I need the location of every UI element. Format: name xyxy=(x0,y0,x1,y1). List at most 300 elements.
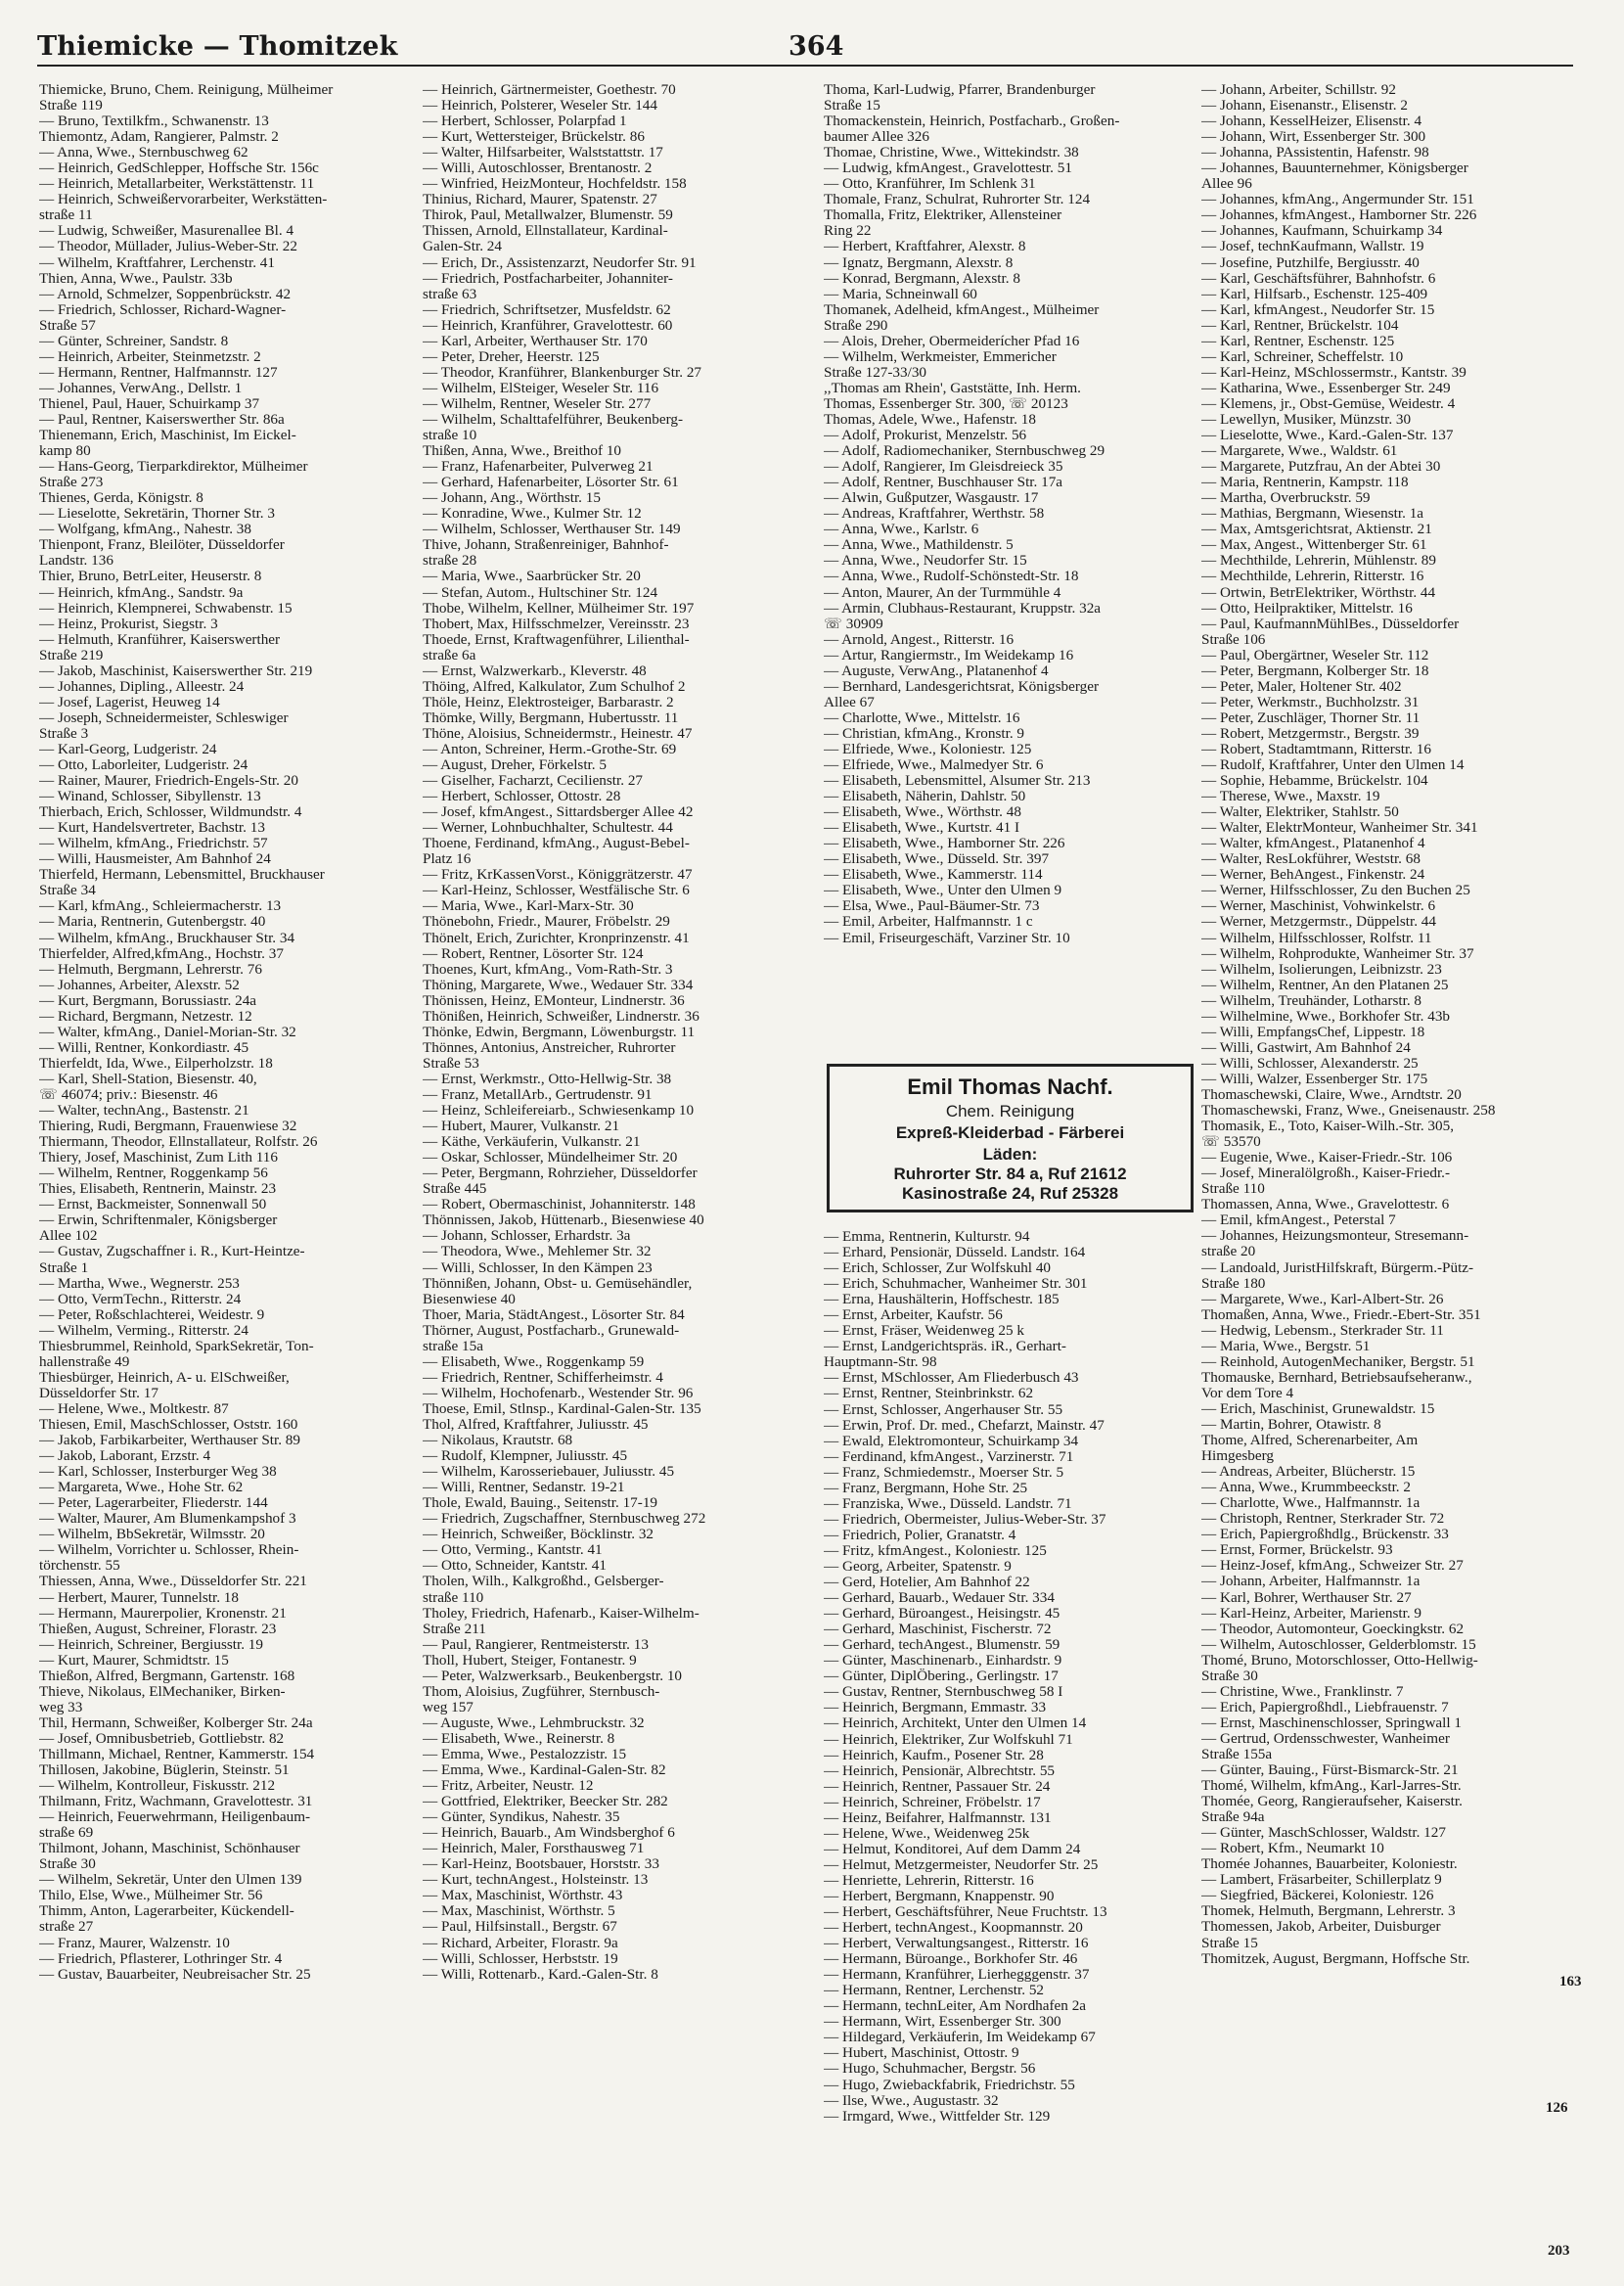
directory-entry-line: Thilmann, Fritz, Wachmann, Gravelottestr. 31 xyxy=(39,1794,313,1810)
directory-entry-line: — Helmut, Metzgermeister, Neudorfer Str. 25 xyxy=(824,1856,1099,1873)
directory-entry-line: — Anna, Wwe., Rudolf-Schönstedt-Str. 18 xyxy=(824,569,1079,585)
directory-entry-line: — Anna, Wwe., Karlstr. 6 xyxy=(824,522,979,538)
directory-entry-line: — Ewald, Elektromonteur, Schuirkamp 34 xyxy=(824,1433,1079,1449)
directory-entry-line: — Gerhard, techAngest., Blumenstr. 59 xyxy=(824,1637,1060,1654)
directory-entry-line: Thomé, Wilhelm, kfmAng., Karl-Jarres-Str. xyxy=(1201,1778,1462,1795)
directory-entry-line: — Wilhelm, Isolierungen, Leibnizstr. 23 xyxy=(1201,961,1442,978)
directory-entry-line: — Ernst, Maschinenschlosser, Springwall 1 xyxy=(1201,1714,1462,1731)
directory-entry-line: — Ludwig, kfmAngest., Gravelottestr. 51 xyxy=(824,160,1072,177)
directory-entry-line: — Johann, Arbeiter, Halfmannstr. 1a xyxy=(1201,1574,1421,1590)
directory-entry-line: — Richard, Bergmann, Netzestr. 12 xyxy=(39,1008,252,1025)
directory-entry-line: — Herbert, Kraftfahrer, Alexstr. 8 xyxy=(824,239,1026,255)
directory-entry-line: — Konradine, Wwe., Kulmer Str. 12 xyxy=(423,506,642,523)
directory-entry-line: — Paul, Rentner, Kaiserswerther Str. 86a xyxy=(39,411,285,428)
directory-entry-line: — Maria, Wwe., Karl-Marx-Str. 30 xyxy=(423,898,634,915)
directory-entry-line: — Oskar, Schlosser, Mündelheimer Str. 20 xyxy=(423,1150,678,1166)
directory-entry-line: — Robert, Kfm., Neumarkt 10 xyxy=(1201,1841,1384,1857)
directory-entry-line: — Mechthilde, Lehrerin, Ritterstr. 16 xyxy=(1201,569,1424,585)
directory-entry-line: Thönebohn, Friedr., Maurer, Fröbelstr. 29 xyxy=(423,914,670,931)
directory-entry-line: — Heinrich, Gärtnermeister, Goethestr. 70 xyxy=(423,82,676,98)
directory-entry-line: — Karl, Schreiner, Scheffelstr. 10 xyxy=(1201,348,1404,365)
directory-entry-line: — Karl-Heinz, Bootsbauer, Horststr. 33 xyxy=(423,1856,659,1873)
directory-entry-line: ☏ 46074; priv.: Biesenstr. 46 xyxy=(39,1087,218,1103)
directory-entry-line: — Kurt, technAngest., Holsteinstr. 13 xyxy=(423,1872,649,1889)
directory-entry-line: — Willi, Gastwirt, Am Bahnhof 24 xyxy=(1201,1039,1411,1056)
directory-entry-line: straße 6a xyxy=(423,647,476,663)
directory-entry-line: — Hermann, Rentner, Halfmannstr. 127 xyxy=(39,364,278,381)
directory-entry-line: Thönnißen, Johann, Obst- u. Gemüsehändler, xyxy=(423,1275,693,1292)
directory-entry-line: — Kurt, Handelsvertreter, Bachstr. 13 xyxy=(39,820,265,837)
directory-entry-line: — Heinrich, Rentner, Passauer Str. 24 xyxy=(824,1778,1051,1795)
directory-entry-line: Thien, Anna, Wwe., Paulstr. 33b xyxy=(39,270,233,287)
directory-entry-line: — Adolf, Rentner, Buschhauser Str. 17a xyxy=(824,475,1063,491)
directory-entry-line: — Ernst, Werkmstr., Otto-Hellwig-Str. 38 xyxy=(423,1071,672,1087)
directory-entry-line: — Karl, Arbeiter, Werthauser Str. 170 xyxy=(423,333,648,349)
directory-entry-line: Allee 67 xyxy=(824,694,875,710)
directory-entry-line: — Karl-Heinz, Schlosser, Westfälische Str. 6 xyxy=(423,883,690,899)
directory-entry-line: Düsseldorfer Str. 17 xyxy=(39,1385,158,1401)
directory-entry-line: Thönelt, Erich, Zurichter, Kronprinzenstr. 41 xyxy=(423,930,690,946)
directory-entry-line: — Peter, Maler, Holtener Str. 402 xyxy=(1201,678,1402,695)
directory-entry-line: — Klemens, jr., Obst-Gemüse, Weidestr. 4 xyxy=(1201,395,1456,412)
directory-entry-line: — Adolf, Prokurist, Menzelstr. 56 xyxy=(824,428,1027,444)
directory-entry-line: Thöle, Heinz, Elektrosteiger, Barbarastr. 2 xyxy=(423,694,674,710)
directory-entry-line: — Charlotte, Wwe., Mittelstr. 16 xyxy=(824,709,1020,726)
directory-entry-line: — Paul, Rangierer, Rentmeisterstr. 13 xyxy=(423,1636,649,1653)
directory-entry-line: — Gerhard, Hafenarbeiter, Lösorter Str. 61 xyxy=(423,475,679,491)
directory-entry-line: — Anna, Wwe., Neudorfer Str. 15 xyxy=(824,553,1027,570)
directory-entry-line: — Gustav, Rentner, Sternbuschweg 58 I xyxy=(824,1684,1063,1701)
directory-entry-line: — Johann, Wirt, Essenberger Str. 300 xyxy=(1201,129,1426,146)
directory-entry-line: — Katharina, Wwe., Essenberger Str. 249 xyxy=(1201,380,1451,396)
directory-entry-line: — Wilhelm, Verming., Ritterstr. 24 xyxy=(39,1322,248,1339)
directory-entry-line: — Willi, Rottenarb., Kard.-Galen-Str. 8 xyxy=(423,1966,658,1983)
directory-entry-line: weg 33 xyxy=(39,1699,83,1715)
directory-entry-line: — Erich, Schuhmacher, Wanheimer Str. 301 xyxy=(824,1276,1088,1293)
directory-entry-line: Thöne, Aloisius, Schneidermstr., Heinestr. 47 xyxy=(423,725,693,742)
directory-entry-line: — Wilhelm, Rentner, An den Platanen 25 xyxy=(1201,977,1449,993)
directory-entry-line: — Peter, Dreher, Heerstr. 125 xyxy=(423,348,600,365)
directory-entry-line: — Ignatz, Bergmann, Alexstr. 8 xyxy=(824,254,1014,271)
directory-entry-line: — Otto, Laborleiter, Ludgeristr. 24 xyxy=(39,757,248,774)
directory-entry-line: — Anna, Wwe., Sternbuschweg 62 xyxy=(39,145,248,161)
directory-entry-line: Thiesbürger, Heinrich, A- u. ElSchweißer, xyxy=(39,1369,290,1386)
directory-entry-line: — Martha, Overbruckstr. 59 xyxy=(1201,490,1371,507)
directory-entry-line: Thöning, Margarete, Wwe., Wedauer Str. 334 xyxy=(423,977,694,993)
directory-entry-line: Thomaschewski, Franz, Wwe., Gneisenaustr. 258 xyxy=(1201,1103,1496,1120)
directory-entry-line: — Ernst, Walzwerkarb., Kleverstr. 48 xyxy=(423,663,647,679)
directory-entry-line: — Theodor, Automonteur, Goeckingkstr. 62 xyxy=(1201,1621,1465,1637)
directory-entry-line: — Margarete, Wwe., Waldstr. 61 xyxy=(1201,443,1398,460)
directory-entry-line: — Franz, Hafenarbeiter, Pulverweg 21 xyxy=(423,459,654,476)
directory-entry-line: — Peter, Lagerarbeiter, Fliederstr. 144 xyxy=(39,1495,268,1512)
directory-entry-line: Thomaßen, Anna, Wwe., Friedr.-Ebert-Str. 351 xyxy=(1201,1306,1481,1323)
directory-entry-line: — Friedrich, Zugschaffner, Sternbuschweg 272 xyxy=(423,1511,706,1528)
directory-entry-line: — Herbert, Bergmann, Knappenstr. 90 xyxy=(824,1888,1055,1904)
directory-entry-line: — Kurt, Wettersteiger, Brückelstr. 86 xyxy=(423,129,645,146)
directory-entry-line: — Karl, Rentner, Brückelstr. 104 xyxy=(1201,317,1399,334)
directory-entry-line: — Heinrich, kfmAng., Sandstr. 9a xyxy=(39,584,244,601)
directory-entry-line: Straße 110 xyxy=(1201,1181,1265,1198)
directory-entry-line: — Charlotte, Wwe., Halfmannstr. 1a xyxy=(1201,1495,1421,1512)
directory-entry-line: — Robert, Obermaschinist, Johanniterstr. 148 xyxy=(423,1197,696,1213)
directory-entry-line: straße 28 xyxy=(423,553,477,570)
directory-entry-line: — Günter, MaschSchlosser, Waldstr. 127 xyxy=(1201,1825,1446,1842)
directory-entry-line: — Walter, Hilfsarbeiter, Walststattstr. 17 xyxy=(423,145,663,161)
directory-entry-line: Thiemicke, Bruno, Chem. Reinigung, Mülheimer xyxy=(39,82,334,98)
directory-entry-line: — Walter, ElektrMonteur, Wanheimer Str. 341 xyxy=(1201,820,1478,837)
directory-entry-line: — Ernst, Landgerichtspräs. iR., Gerhart- xyxy=(824,1339,1066,1355)
directory-entry-line: — Maria, Schneinwall 60 xyxy=(824,286,977,302)
directory-entry-line: — Wilhelm, Sekretär, Unter den Ulmen 139 xyxy=(39,1872,302,1889)
directory-entry-line: Allee 102 xyxy=(39,1228,98,1245)
column-3-continued xyxy=(824,1229,1197,2276)
directory-entry-line: — Anna, Wwe., Mathildenstr. 5 xyxy=(824,537,1014,554)
directory-entry-line: — Friedrich, Schriftsetzer, Musfeldstr. 62 xyxy=(423,301,671,318)
directory-entry-line: Thieve, Nikolaus, ElMechaniker, Birken- xyxy=(39,1683,286,1700)
directory-entry-line: — Irmgard, Wwe., Wittfelder Str. 129 xyxy=(824,2108,1051,2125)
directory-entry-line: — Werner, Metzgermstr., Düppelstr. 44 xyxy=(1201,914,1436,931)
directory-entry-line: — Ludwig, Schweißer, Masurenallee Bl. 4 xyxy=(39,223,294,240)
directory-entry-line: — Willi, Walzer, Essenberger Str. 175 xyxy=(1201,1071,1428,1087)
page-number: 364 xyxy=(789,31,844,62)
directory-entry-line: Thirok, Paul, Metallwalzer, Blumenstr. 59 xyxy=(423,207,673,224)
directory-entry-line: Straße 3 xyxy=(39,725,89,742)
directory-entry-line: — Heinrich, Kranführer, Gravelottestr. 60 xyxy=(423,317,673,334)
directory-entry-line: — Otto, Verming., Kantstr. 41 xyxy=(423,1542,603,1559)
directory-entry-line: — Willi, Hausmeister, Am Bahnhof 24 xyxy=(39,851,271,868)
directory-entry-line: — Franz, MetallArb., Gertrudenstr. 91 xyxy=(423,1087,653,1103)
directory-entry-line: — Karl, Hilfsarb., Eschenstr. 125-409 xyxy=(1201,286,1428,302)
directory-entry-line: — Josef, Omnibusbetrieb, Gottliebstr. 82 xyxy=(39,1730,285,1747)
directory-entry-line: — Elisabeth, Lebensmittel, Alsumer Str. 213 xyxy=(824,773,1091,790)
directory-entry-line: Thomackenstein, Heinrich, Postfacharb., Großen- xyxy=(824,114,1120,130)
directory-entry-line: — Friedrich, Obermeister, Julius-Weber-Str. 37 xyxy=(824,1511,1106,1528)
directory-entry-line: — Robert, Stadtamtmann, Ritterstr. 16 xyxy=(1201,741,1431,757)
directory-entry-line: ☏ 53570 xyxy=(1201,1134,1261,1151)
directory-entry-line: Ring 22 xyxy=(824,223,872,240)
directory-entry-line: Thiery, Josef, Maschinist, Zum Lith 116 xyxy=(39,1150,278,1166)
directory-entry-line: — Walter, technAng., Bastenstr. 21 xyxy=(39,1103,249,1120)
directory-entry-line: — Mathias, Bergmann, Wiesenstr. 1a xyxy=(1201,506,1424,523)
directory-entry-line: — Maria, Rentnerin, Gutenbergstr. 40 xyxy=(39,914,266,931)
directory-entry-line: — Erwin, Schriftenmaler, Königsberger xyxy=(39,1212,278,1229)
directory-entry-line: — Josefine, Putzhilfe, Bergiusstr. 40 xyxy=(1201,254,1420,271)
directory-entry-line: — August, Dreher, Förkelstr. 5 xyxy=(423,757,607,774)
directory-entry-line: — Karl-Heinz, MSchlossermstr., Kantstr. 39 xyxy=(1201,364,1466,381)
directory-entry-line: — Johannes, Arbeiter, Alexstr. 52 xyxy=(39,977,240,993)
directory-entry-line: — Ernst, Backmeister, Sonnenwall 50 xyxy=(39,1197,267,1213)
directory-entry-line: — Heinrich, Schreiner, Fröbelstr. 17 xyxy=(824,1794,1041,1810)
directory-entry-line: — Margareta, Wwe., Hohe Str. 62 xyxy=(39,1480,244,1496)
directory-entry-line: Thomée Johannes, Bauarbeiter, Koloniestr. xyxy=(1201,1856,1458,1873)
directory-entry-line: Thillmann, Michael, Rentner, Kammerstr. 154 xyxy=(39,1746,315,1762)
directory-entry-line: — Friedrich, Rentner, Schifferheimstr. 4 xyxy=(423,1369,663,1386)
directory-entry-line: — Lewellyn, Musiker, Münzstr. 30 xyxy=(1201,411,1412,428)
directory-entry-line: — Helmut, Konditorei, Auf dem Damm 24 xyxy=(824,1841,1081,1857)
directory-entry-line: — Adolf, Radiomechaniker, Sternbuschweg 29 xyxy=(824,443,1105,460)
directory-entry-line: Straße 94a xyxy=(1201,1809,1265,1826)
directory-entry-line: — Winfried, HeizMonteur, Hochfeldstr. 158 xyxy=(423,176,687,193)
directory-entry-line: — Ernst, Arbeiter, Kaufstr. 56 xyxy=(824,1307,1003,1324)
directory-entry-line: — Wilhelm, BbSekretär, Wilmsstr. 20 xyxy=(39,1527,265,1543)
directory-entry-line: — Wolfgang, kfmAng., Nahestr. 38 xyxy=(39,522,251,538)
directory-entry-line: — Johann, KesselHeizer, Elisenstr. 4 xyxy=(1201,114,1422,130)
directory-entry-line: — Alois, Dreher, Obermeiderícher Pfad 16 xyxy=(824,333,1080,349)
directory-entry-line: Thomessen, Jakob, Arbeiter, Duisburger xyxy=(1201,1919,1441,1936)
directory-entry-line: — Robert, Rentner, Lösorter Str. 124 xyxy=(423,945,644,962)
directory-entry-line: — Wilhelm, Kontrolleur, Fiskusstr. 212 xyxy=(39,1778,276,1795)
directory-entry-line: Thierfelder, Alfred,kfmAng., Hochstr. 37 xyxy=(39,945,284,962)
directory-entry-line: — Paul, Hilfsinstall., Bergstr. 67 xyxy=(423,1919,617,1936)
directory-entry-line: Thönke, Edwin, Bergmann, Löwenburgstr. 11 xyxy=(423,1024,696,1040)
directory-entry-line: — Elfriede, Wwe., Koloniestr. 125 xyxy=(824,741,1032,757)
directory-entry-line: — Alwin, Gußputzer, Wasgaustr. 17 xyxy=(824,490,1039,507)
directory-entry-line: — Erich, Papiergroßhdlg., Brückenstr. 33 xyxy=(1201,1527,1449,1543)
directory-entry-line: — Walter, kfmAng., Daniel-Morian-Str. 32 xyxy=(39,1024,296,1040)
directory-entry-line: Straße 106 xyxy=(1201,631,1266,648)
directory-entry-line: Thießen, August, Schreiner, Florastr. 23 xyxy=(39,1621,277,1637)
directory-entry-line: — Friedrich, Pflasterer, Lothringer Str. 4 xyxy=(39,1950,283,1967)
directory-entry-line: Thoma, Karl-Ludwig, Pfarrer, Brandenburger xyxy=(824,82,1096,98)
directory-entry-line: straße 11 xyxy=(39,207,93,224)
directory-entry-line: — Wilhelm, Werkmeister, Emmericher xyxy=(824,348,1057,365)
directory-entry-line: — Christine, Wwe., Franklinstr. 7 xyxy=(1201,1683,1404,1700)
directory-entry-line: — Heinrich, Metallarbeiter, Werkstättenstr. 11 xyxy=(39,176,315,193)
directory-entry-line: — Karl, Rentner, Eschenstr. 125 xyxy=(1201,333,1395,349)
directory-entry-line: — Werner, Maschinist, Vohwinkelstr. 6 xyxy=(1201,898,1436,915)
directory-entry-line: — Karl, Shell-Station, Biesenstr. 40, xyxy=(39,1071,257,1087)
directory-entry-line: — Stefan, Autom., Hultschiner Str. 124 xyxy=(423,584,658,601)
directory-entry-line: — Franz, Maurer, Walzenstr. 10 xyxy=(39,1935,230,1951)
directory-entry-line: — Helene, Wwe., Moltkestr. 87 xyxy=(39,1400,229,1417)
directory-entry-line: — Helmuth, Kranführer, Kaiserswerther xyxy=(39,631,281,648)
directory-entry-line: Straße 15 xyxy=(1201,1935,1258,1951)
directory-entry-line: — Paul, KaufmannMühlBes., Düsseldorfer xyxy=(1201,616,1460,632)
directory-entry-line: — Anton, Schreiner, Herm.-Grothe-Str. 69 xyxy=(423,741,677,757)
directory-entry-line: ,,Thomas am Rhein', Gaststätte, Inh. Herm. xyxy=(824,380,1081,396)
directory-entry-line: — Peter, Walzwerksarb., Beukenbergstr. 10 xyxy=(423,1668,683,1684)
directory-entry-line: — Hugo, Schuhmacher, Bergstr. 56 xyxy=(824,2061,1036,2078)
directory-entry-line: Straße 1 xyxy=(39,1259,89,1276)
directory-entry-line: — Gerhard, Maschinist, Fischerstr. 72 xyxy=(824,1622,1052,1638)
directory-entry-line: Tholen, Wilh., Kalkgroßhd., Gelsberger- xyxy=(423,1574,664,1590)
directory-entry-line: — Bernhard, Landesgerichtsrat, Königsberger xyxy=(824,678,1100,695)
directory-entry-line: — Georg, Arbeiter, Spatenstr. 9 xyxy=(824,1558,1012,1575)
directory-entry-line: — Wilhelm, Kraftfahrer, Lerchenstr. 41 xyxy=(39,254,275,271)
directory-entry-line: — Wilhelm, Treuhänder, Lotharstr. 8 xyxy=(1201,992,1422,1009)
directory-entry-line: Straße 127-33/30 xyxy=(824,364,927,381)
directory-entry-line: Thöing, Alfred, Kalkulator, Zum Schulhof 2 xyxy=(423,678,686,695)
directory-entry-line: — Theodora, Wwe., Mehlemer Str. 32 xyxy=(423,1244,652,1260)
directory-entry-line: — Emil, Friseurgeschäft, Varziner Str. 10 xyxy=(824,930,1070,946)
directory-entry-line: — Gottfried, Elektriker, Beecker Str. 282 xyxy=(423,1794,668,1810)
directory-entry-line: Thom, Aloisius, Zugführer, Sternbusch- xyxy=(423,1683,660,1700)
directory-entry-line: — Johannes, Bauunternehmer, Königsberger xyxy=(1201,160,1468,177)
directory-entry-line: Thiering, Rudi, Bergmann, Frauenwiese 32 xyxy=(39,1119,297,1135)
directory-entry-line: — Martha, Wwe., Wegnerstr. 253 xyxy=(39,1275,240,1292)
directory-entry-line: — Herbert, technAngest., Koopmannstr. 20 xyxy=(824,1920,1083,1937)
page-header-range: Thiemicke — Thomitzek xyxy=(37,31,398,62)
directory-entry-line: — Landoald, JuristHilfskraft, Bürgerm.-Pütz- xyxy=(1201,1259,1474,1276)
directory-entry-line: — Elisabeth, Wwe., Kammerstr. 114 xyxy=(824,867,1043,884)
directory-entry-line: — Rudolf, Klempner, Juliusstr. 45 xyxy=(423,1448,628,1465)
directory-entry-line: — Johannes, Kaufmann, Schuirkamp 34 xyxy=(1201,223,1443,240)
directory-entry-line: Thiemontz, Adam, Rangierer, Palmstr. 2 xyxy=(39,129,279,146)
directory-entry-line: — Karl, Schlosser, Insterburger Weg 38 xyxy=(39,1464,277,1481)
directory-entry-line: — Hubert, Maschinist, Ottostr. 9 xyxy=(824,2045,1019,2062)
directory-entry-line: Thol, Alfred, Kraftfahrer, Juliusstr. 45 xyxy=(423,1416,649,1433)
directory-entry-line: Straße 219 xyxy=(39,647,104,663)
directory-entry-line: — Josef, technKaufmann, Wallstr. 19 xyxy=(1201,239,1424,255)
directory-entry-line: — Max, Angest., Wittenberger Str. 61 xyxy=(1201,537,1427,554)
directory-entry-line: Thoede, Ernst, Kraftwagenführer, Lilienthal- xyxy=(423,631,690,648)
directory-entry-line: — Wilhelm, Autoschlosser, Gelderblomstr. 15 xyxy=(1201,1636,1476,1653)
directory-entry-line: — Richard, Arbeiter, Florastr. 9a xyxy=(423,1935,618,1951)
directory-entry-line: Galen-Str. 24 xyxy=(423,239,502,255)
directory-entry-line: — Otto, Kranführer, Im Schlenk 31 xyxy=(824,176,1036,193)
directory-entry-line: — Heinrich, Feuerwehrmann, Heiligenbaum- xyxy=(39,1809,311,1826)
directory-entry-line: — Peter, Zuschläger, Thorner Str. 11 xyxy=(1201,709,1421,726)
directory-entry-line: — Willi, Schlosser, Herbststr. 19 xyxy=(423,1950,618,1967)
directory-entry-line: — Elisabeth, Wwe., Unter den Ulmen 9 xyxy=(824,883,1062,899)
directory-entry-line: — Gerhard, Büroangest., Heisingstr. 45 xyxy=(824,1606,1060,1623)
directory-entry-line: — Christian, kfmAng., Kronstr. 9 xyxy=(824,725,1025,742)
directory-entry-line: — Heinrich, Maler, Forsthausweg 71 xyxy=(423,1841,645,1857)
directory-entry-line: Thies, Elisabeth, Rentnerin, Mainstr. 23 xyxy=(39,1181,277,1198)
directory-entry-line: — Paul, Obergärtner, Weseler Str. 112 xyxy=(1201,647,1429,663)
directory-entry-line: — Max, Amtsgerichtsrat, Aktienstr. 21 xyxy=(1201,522,1432,538)
directory-entry-line: Straße 34 xyxy=(39,883,96,899)
directory-entry-line: baumer Allee 326 xyxy=(824,129,929,146)
directory-entry-line: Thömke, Willy, Bergmann, Hubertusstr. 11 xyxy=(423,709,679,726)
directory-entry-line: — Johannes, kfmAng., Angermunder Str. 151 xyxy=(1201,192,1474,208)
directory-entry-line: Straße 180 xyxy=(1201,1275,1266,1292)
directory-entry-line: Himgesberg xyxy=(1201,1448,1274,1465)
directory-entry-line: straße 15a xyxy=(423,1338,483,1354)
directory-entry-line: — Andreas, Arbeiter, Blücherstr. 15 xyxy=(1201,1464,1416,1481)
directory-entry-line: Thole, Ewald, Bauing., Seitenstr. 17-19 xyxy=(423,1495,658,1512)
directory-entry-line: — Max, Maschinist, Wörthstr. 5 xyxy=(423,1903,615,1920)
directory-entry-line: — Auguste, Wwe., Lehmbruckstr. 32 xyxy=(423,1714,645,1731)
directory-entry-line: straße 27 xyxy=(39,1919,94,1936)
directory-entry-line: Thinius, Richard, Maurer, Spatenstr. 27 xyxy=(423,192,657,208)
directory-entry-line: Thomaschewski, Claire, Wwe., Arndtstr. 20 xyxy=(1201,1087,1462,1103)
directory-entry-line: — Heinrich, Polsterer, Weseler Str. 144 xyxy=(423,98,657,114)
directory-entry-line: — Joseph, Schneidermeister, Schleswiger xyxy=(39,709,289,726)
directory-entry-line: — Wilhelm, kfmAng., Friedrichstr. 57 xyxy=(39,836,268,852)
directory-entry-line: — Theodor, Kranführer, Blankenburger Str. 27 xyxy=(423,364,702,381)
directory-entry-line: weg 157 xyxy=(423,1699,474,1715)
directory-entry-line: — Wilhelm, kfmAng., Bruckhauser Str. 34 xyxy=(39,930,295,946)
directory-entry-line: — Kurt, Bergmann, Borussiastr. 24a xyxy=(39,992,257,1009)
directory-entry-line: — Arnold, Schmelzer, Soppenbrückstr. 42 xyxy=(39,286,292,302)
directory-entry-line: Thiessen, Anna, Wwe., Düsseldorfer Str. 221 xyxy=(39,1574,307,1590)
directory-entry-line: — Heinz, Beifahrer, Halfmannstr. 131 xyxy=(824,1809,1052,1826)
directory-entry-line: — Hans-Georg, Tierparkdirektor, Mülheimer xyxy=(39,459,308,476)
directory-entry-line: — Emil, kfmAngest., Peterstal 7 xyxy=(1201,1212,1396,1229)
directory-entry-line: — Hedwig, Lebensm., Sterkrader Str. 11 xyxy=(1201,1322,1444,1339)
directory-entry-line: — Heinrich, Pensionär, Albrechtstr. 55 xyxy=(824,1762,1056,1779)
directory-entry-line: Thoenes, Kurt, kfmAng., Vom-Rath-Str. 3 xyxy=(423,961,673,978)
ad-company-name: Emil Thomas Nachf. xyxy=(907,1074,1113,1099)
directory-entry-line: Thoese, Emil, Stlnsp., Kardinal-Galen-Str. 135 xyxy=(423,1400,701,1417)
directory-entry-line: Tholey, Friedrich, Hafenarb., Kaiser-Wilhelm- xyxy=(423,1605,699,1622)
directory-entry-line: — Therese, Wwe., Maxstr. 19 xyxy=(1201,789,1380,805)
directory-entry-line: — Franz, Bergmann, Hohe Str. 25 xyxy=(824,1480,1028,1496)
directory-entry-line: — Lambert, Fräsarbeiter, Schillerplatz 9 xyxy=(1201,1872,1442,1889)
directory-entry-line: Straße 53 xyxy=(423,1055,479,1072)
directory-entry-line: — Kurt, Maurer, Schmidtstr. 15 xyxy=(39,1652,229,1669)
directory-entry-line: — Herbert, Verwaltungsangest., Ritterstr. 16 xyxy=(824,1936,1089,1952)
directory-entry-line: — Heinz, Schleifereiarb., Schwiesenkamp 10 xyxy=(423,1103,695,1120)
directory-entry-line: Thierbach, Erich, Schlosser, Wildmundstr. 4 xyxy=(39,804,302,821)
directory-entry-line: — Gertrud, Ordensschwester, Wanheimer xyxy=(1201,1730,1450,1747)
ad-service-line-1: Chem. Reinigung xyxy=(945,1102,1075,1120)
directory-entry-line: — Wilhelm, Rentner, Roggenkamp 56 xyxy=(39,1166,268,1182)
directory-entry-line: — Willi, Schlosser, Alexanderstr. 25 xyxy=(1201,1055,1419,1072)
directory-entry-line: — Johann, Arbeiter, Schillstr. 92 xyxy=(1201,82,1396,98)
directory-entry-line: — Elsa, Wwe., Paul-Bäumer-Str. 73 xyxy=(824,898,1040,915)
column-1 xyxy=(39,82,413,2274)
directory-entry-line: Thißen, Anna, Wwe., Breithof 10 xyxy=(423,443,622,460)
directory-entry-line: — Willi, EmpfangsChef, Lippestr. 18 xyxy=(1201,1024,1425,1040)
directory-entry-line: — Ernst, MSchlosser, Am Fliederbusch 43 xyxy=(824,1370,1079,1387)
directory-entry-line: — Elisabeth, Wwe., Hamborner Str. 226 xyxy=(824,836,1065,852)
directory-entry-line: — Helmuth, Bergmann, Lehrerstr. 76 xyxy=(39,961,262,978)
directory-entry-line: — Herbert, Schlosser, Polarpfad 1 xyxy=(423,114,627,130)
directory-entry-line: — Adolf, Rangierer, Im Gleisdreieck 35 xyxy=(824,459,1063,476)
directory-entry-line: Thissen, Arnold, Ellnstallateur, Kardinal- xyxy=(423,223,668,240)
directory-entry-line: Thilo, Else, Wwe., Mülheimer Str. 56 xyxy=(39,1888,263,1904)
directory-entry-line: — Werner, BehAngest., Finkenstr. 24 xyxy=(1201,867,1425,884)
directory-entry-line: — Anna, Wwe., Krummbeeckstr. 2 xyxy=(1201,1480,1411,1496)
directory-entry-line: — Heinrich, Klempnerei, Schwabenstr. 15 xyxy=(39,600,293,617)
header-rule xyxy=(37,65,1573,67)
directory-entry-line: — Lieselotte, Wwe., Kard.-Galen-Str. 137 xyxy=(1201,428,1454,444)
directory-entry-line: Thomas, Adele, Wwe., Hafenstr. 18 xyxy=(824,411,1036,428)
directory-entry-line: Thönissen, Heinz, EMonteur, Lindnerstr. 36 xyxy=(423,992,685,1009)
directory-entry-line: — Johannes, VerwAng., Dellstr. 1 xyxy=(39,380,243,396)
directory-entry-line: — Emma, Wwe., Pestalozzistr. 15 xyxy=(423,1746,627,1762)
directory-entry-line: — Elisabeth, Näherin, Dahlstr. 50 xyxy=(824,789,1026,805)
directory-entry-line: Thönnissen, Jakob, Hüttenarb., Biesenwiese 40 xyxy=(423,1212,704,1229)
directory-entry-line: — Armin, Clubhaus-Restaurant, Kruppstr. 32a xyxy=(824,600,1102,617)
directory-entry-line: — Erich, Maschinist, Grunewaldstr. 15 xyxy=(1201,1400,1435,1417)
directory-entry-line: — Helene, Wwe., Weidenweg 25k xyxy=(824,1825,1030,1842)
directory-entry-line: Hauptmann-Str. 98 xyxy=(824,1354,937,1371)
directory-entry-line: — Franziska, Wwe., Düsseld. Landstr. 71 xyxy=(824,1495,1072,1512)
directory-entry-line: Straße 30 xyxy=(1201,1668,1258,1684)
directory-entry-line: — Otto, VermTechn., Ritterstr. 24 xyxy=(39,1291,242,1307)
directory-entry-line: — Günter, Bauing., Fürst-Bismarck-Str. 21 xyxy=(1201,1762,1459,1779)
directory-entry-line: Thomanek, Adelheid, kfmAngest., Mülheimer xyxy=(824,301,1100,318)
directory-entry-line: Thomale, Franz, Schulrat, Ruhrorter Str. 124 xyxy=(824,192,1091,208)
directory-entry-line: — Ilse, Wwe., Augustastr. 32 xyxy=(824,2092,999,2109)
directory-entry-line: Thier, Bruno, BetrLeiter, Heuserstr. 8 xyxy=(39,569,262,585)
side-number: 163 xyxy=(1559,1974,1582,1989)
advertisement-box xyxy=(827,1064,1194,1212)
directory-entry-line: Thobe, Wilhelm, Kellner, Mülheimer Str. 197 xyxy=(423,600,695,617)
directory-entry-line: — Elisabeth, Wwe., Reinerstr. 8 xyxy=(423,1730,615,1747)
directory-entry-line: straße 110 xyxy=(423,1589,484,1606)
directory-entry-line: Straße 30 xyxy=(39,1856,96,1873)
directory-entry-line: — Elfriede, Wwe., Malmedyer Str. 6 xyxy=(824,757,1044,774)
directory-entry-line: — Günter, Schreiner, Sandstr. 8 xyxy=(39,333,229,349)
directory-entry-line: Straße 119 xyxy=(39,98,103,114)
directory-entry-line: — Peter, Bergmann, Rohrzieher, Düsseldorfer xyxy=(423,1166,698,1182)
directory-entry-line: — Herbert, Schlosser, Ottostr. 28 xyxy=(423,789,621,805)
